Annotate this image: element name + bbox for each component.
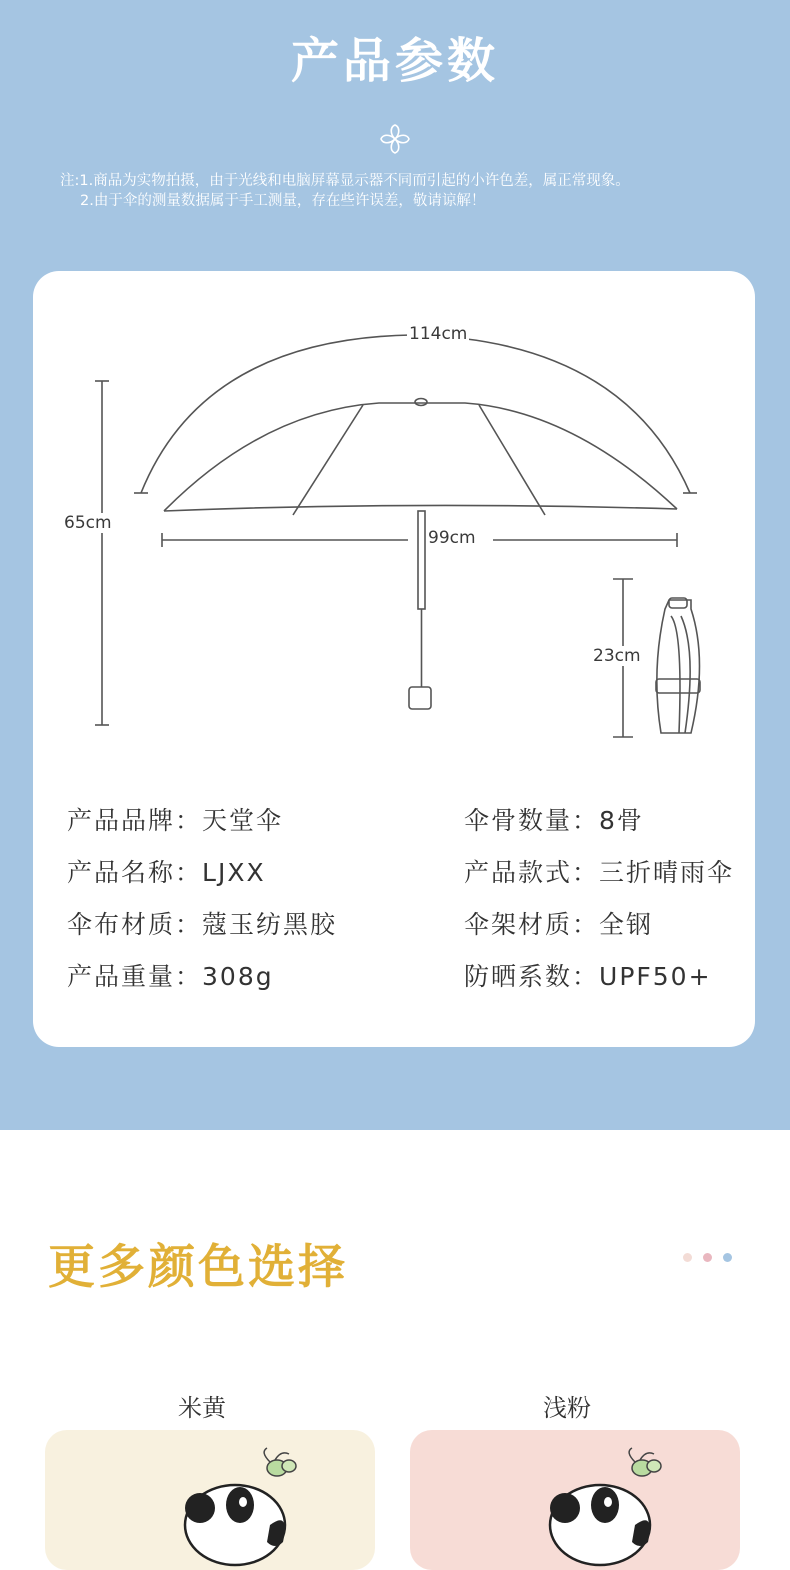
panda-illustration bbox=[45, 1430, 375, 1570]
umbrella-canopy bbox=[164, 403, 677, 511]
umbrella-shaft bbox=[418, 511, 425, 609]
carousel-dot[interactable] bbox=[703, 1253, 712, 1262]
spec-label: 伞骨数量： bbox=[464, 806, 600, 835]
spec-value: 三折晴雨伞 bbox=[599, 858, 735, 887]
spec-label: 产品品牌： bbox=[67, 806, 203, 835]
arc-dimension-label: 114cm bbox=[409, 324, 468, 344]
spec-label: 伞架材质： bbox=[464, 910, 600, 939]
folded-umbrella bbox=[657, 600, 700, 733]
umbrella-dimension-diagram bbox=[33, 271, 755, 771]
umbrella-handle bbox=[409, 687, 431, 709]
spec-value: UPF50+ bbox=[599, 962, 712, 991]
spec-label: 产品款式： bbox=[464, 858, 600, 887]
spec-fabric bbox=[67, 905, 337, 941]
spec-ribs bbox=[464, 801, 644, 837]
spec-label: 防晒系数： bbox=[464, 962, 600, 991]
page-title: 产品参数 bbox=[290, 33, 499, 89]
spec-value: 308g bbox=[202, 962, 274, 991]
carousel-dot[interactable] bbox=[723, 1253, 732, 1262]
panda-illustration bbox=[410, 1430, 740, 1570]
spec-value: 全钢 bbox=[599, 910, 654, 939]
spec-style bbox=[464, 853, 734, 889]
color-option-name: 米黄 bbox=[178, 1394, 226, 1422]
spec-name bbox=[67, 853, 266, 889]
spec-value: 天堂伞 bbox=[202, 806, 284, 835]
folded-dimension-label: 23cm bbox=[593, 646, 641, 666]
spec-value: 蔻玉纺黑胶 bbox=[202, 910, 338, 939]
more-colors-title: 更多颜色选择 bbox=[48, 1240, 348, 1295]
spec-value: LJXX bbox=[202, 858, 266, 887]
spec-card bbox=[33, 271, 755, 1047]
spec-upf bbox=[464, 957, 712, 993]
spec-label: 伞布材质： bbox=[67, 910, 203, 939]
spec-label: 产品名称： bbox=[67, 858, 203, 887]
color-option-name: 浅粉 bbox=[543, 1394, 591, 1422]
note-line-1: 注:1.商品为实物拍摄，由于光线和电脑屏幕显示器不同而引起的小许色差，属正常现象。 bbox=[60, 173, 630, 189]
height-dimension-label: 65cm bbox=[64, 513, 112, 533]
spec-brand bbox=[67, 801, 283, 837]
note-line-2: 2.由于伞的测量数据属于手工测量，存在些许误差，敬请谅解！ bbox=[80, 193, 486, 209]
span-dimension-label: 99cm bbox=[428, 528, 476, 548]
color-option-beige[interactable] bbox=[45, 1430, 375, 1570]
arc-dimension-line bbox=[141, 335, 690, 493]
flower-icon bbox=[378, 122, 412, 156]
carousel-dot[interactable] bbox=[683, 1253, 692, 1262]
spec-frame bbox=[464, 905, 653, 941]
spec-weight bbox=[67, 957, 274, 993]
spec-value: 8骨 bbox=[599, 806, 644, 835]
color-option-pink[interactable] bbox=[410, 1430, 740, 1570]
spec-label: 产品重量： bbox=[67, 962, 203, 991]
